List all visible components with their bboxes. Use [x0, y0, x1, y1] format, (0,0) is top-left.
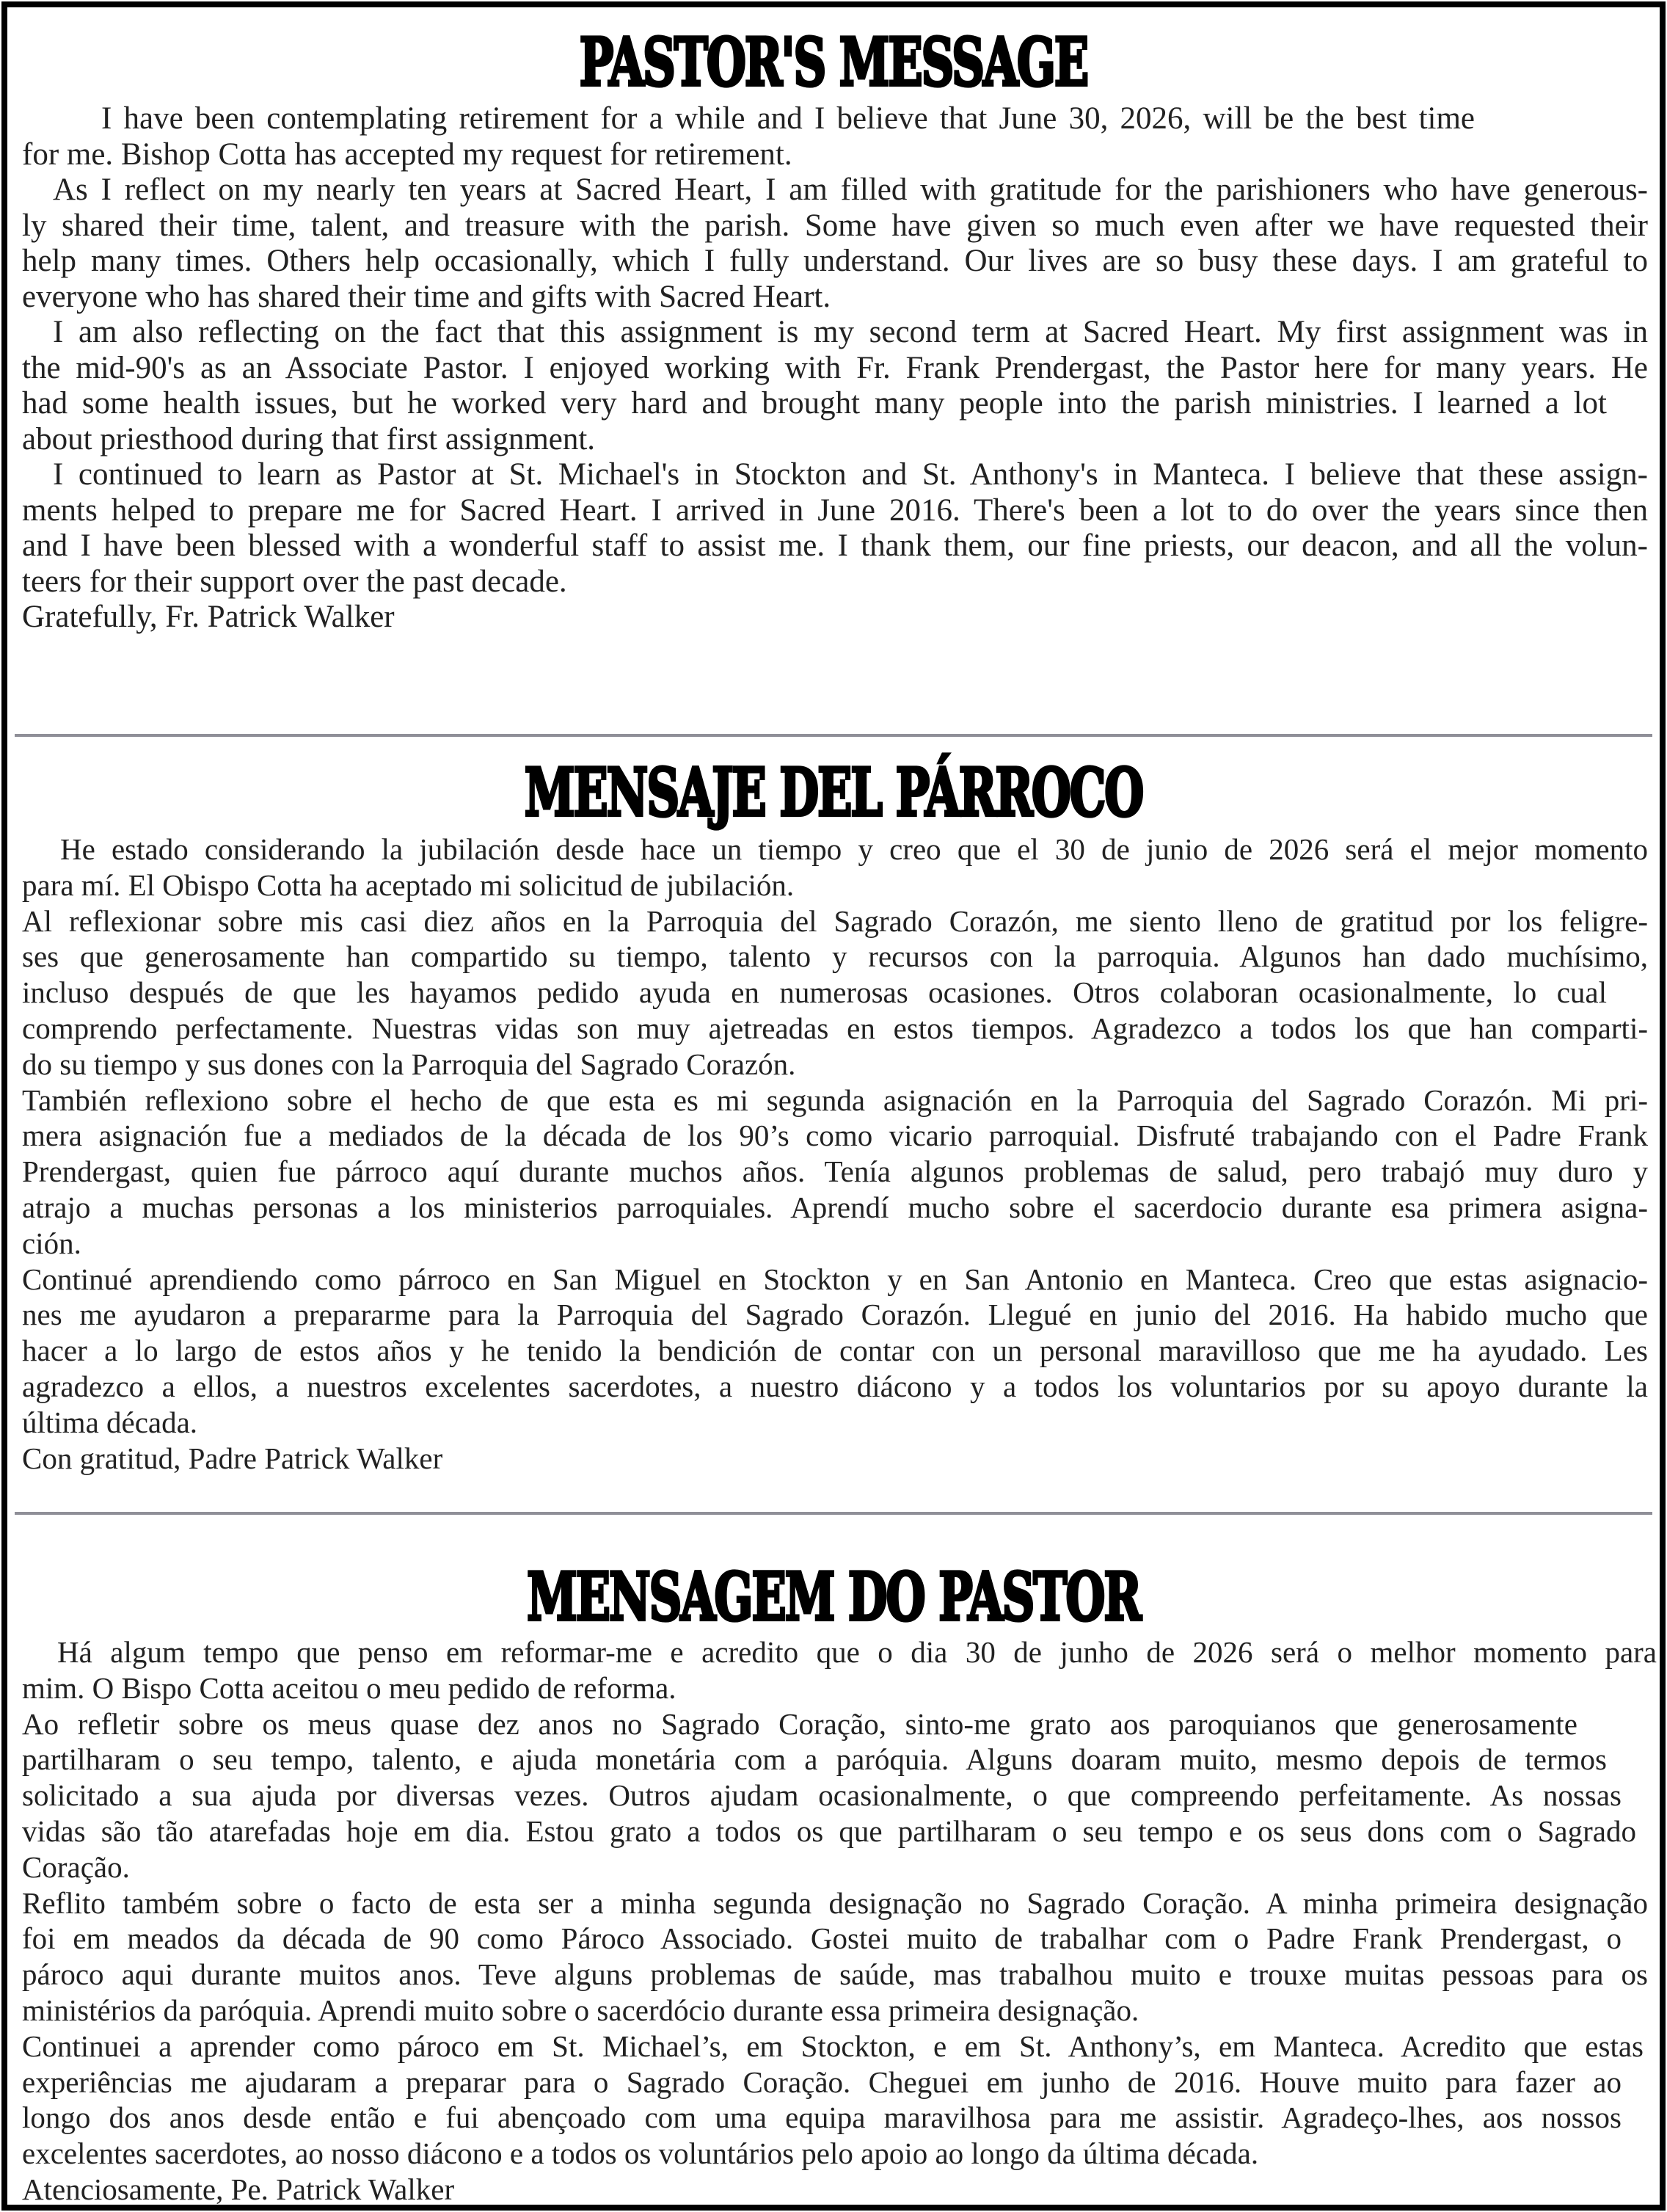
english-line: I am also reflecting on the fact that this assignment is my second term at Sacred Heart. My first assignment was in: [53, 315, 1648, 349]
portuguese-line: experiências me ajudaram a preparar para o Sagrado Coração. Cheguei em junho de 2016. Houve muito para fazer ao: [22, 2064, 1622, 2099]
english-line: for me. Bishop Cotta has accepted my request for retirement.: [22, 137, 792, 172]
english-signature: Gratefully, Fr. Patrick Walker: [22, 600, 395, 634]
spanish-body: [22, 832, 1648, 1476]
english-line: As I reflect on my nearly ten years at Sacred Heart, I am filled with gratitude for the parishioners who have generous-: [53, 172, 1648, 207]
spanish-line: atrajo a muchas personas a los ministerios parroquiales. Aprendí mucho sobre el sacerdocio durante esa primera asigna-: [22, 1190, 1648, 1224]
portuguese-line: Reflito também sobre o facto de esta ser a minha segunda designação no Sagrado Coração. A minha primeira designação: [22, 1885, 1648, 1920]
portuguese-line: mim. O Bispo Cotta aceitou o meu pedido de reforma.: [22, 1670, 676, 1705]
portuguese-line: excelentes sacerdotes, ao nosso diácono e a todos os voluntários pelo apoio ao longo da última década.: [22, 2136, 1259, 2171]
spanish-line: Continué aprendiendo como párroco en San Miguel en Stockton y en San Antonio en Manteca. Creo que estas asignacio-: [22, 1262, 1648, 1296]
portuguese-line: ministérios da paróquia. Aprendi muito sobre o sacerdócio durante essa primeira designação.: [22, 1993, 1139, 2027]
portuguese-line: Coração.: [22, 1849, 130, 1884]
english-body: [22, 101, 1648, 636]
portuguese-title: MENSAGEM DO PASTOR: [527, 1558, 1140, 1636]
english-line: ments helped to prepare me for Sacred Heart. I arrived in June 2016. There's been a lot to do over the years since then: [22, 492, 1648, 528]
english-line: about priesthood during that first assignment.: [22, 421, 596, 456]
spanish-line: mera asignación fue a mediados de la década de los 90’s como vicario parroquial. Disfruté trabajando con el Padre Frank: [22, 1118, 1648, 1153]
section-divider: [15, 1512, 1652, 1515]
portuguese-line: foi em meados da década de 90 como Pároco Associado. Gostei muito de trabalhar com o Padre Frank Prendergast, o: [22, 1921, 1622, 1956]
portuguese-body: [22, 1634, 1657, 2208]
portuguese-line: Ao refletir sobre os meus quase dez anos no Sagrado Coração, sinto-me grato aos paroquianos que generosamente: [22, 1706, 1577, 1741]
english-title: PASTOR'S MESSAGE: [579, 23, 1088, 101]
spanish-line: para mí. El Obispo Cotta ha aceptado mi solicitud de jubilación.: [22, 867, 795, 902]
portuguese-signature: Atenciosamente, Pe. Patrick Walker: [22, 2172, 455, 2206]
spanish-line: ción.: [22, 1226, 81, 1260]
english-line: I continued to learn as Pastor at St. Michael's in Stockton and St. Anthony's in Manteca. I believe that these assign-: [53, 457, 1648, 492]
spanish-line: agradezco a ellos, a nuestros excelentes sacerdotes, a nuestro diácono y a todos los voluntarios por su apoyo durante la: [22, 1369, 1648, 1403]
portuguese-line: Há algum tempo que penso em reformar-me e acredito que o dia 30 de junho de 2026 será o melhor momento para: [57, 1635, 1657, 1669]
english-line: had some health issues, but he worked very hard and brought many people into the parish ministries. I learned a lot: [22, 386, 1607, 421]
portuguese-line: longo dos anos desde então e fui abençoado com uma equipa maravilhosa para me assistir. Agradeço-lhes, aos nossos: [22, 2100, 1622, 2135]
spanish-line: Prendergast, quien fue párroco aquí durante muchos años. Tenía algunos problemas de salud, pero trabajó muy duro y: [22, 1154, 1648, 1189]
spanish-line: nes me ayudaron a prepararme para la Parroquia del Sagrado Corazón. Llegué en junio del 2016. Ha habido mucho que: [22, 1298, 1648, 1332]
spanish-line: comprendo perfectamente. Nuestras vidas son muy ajetreadas en estos tiempos. Agradezco a todos los que han comparti-: [22, 1011, 1648, 1045]
spanish-line: También reflexiono sobre el hecho de que esta es mi segunda asignación en la Parroquia del Sagrado Corazón. Mi pri-: [22, 1083, 1648, 1117]
english-line: I have been contemplating retirement for a while and I believe that June 30, 2026, will be the best time: [101, 101, 1475, 136]
spanish-line: He estado considerando la jubilación desde hace un tiempo y creo que el 30 de junio de 2026 será el mejor momento: [60, 832, 1648, 866]
spanish-line: hacer a lo largo de estos años y he tenido la bendición de contar con un personal maravilloso que me ha ayudado. Les: [22, 1334, 1648, 1368]
spanish-line: última década.: [22, 1405, 198, 1439]
section-divider: [15, 734, 1652, 737]
english-line: the mid-90's as an Associate Pastor. I enjoyed working with Fr. Frank Prendergast, the Pastor here for many years. He: [22, 350, 1648, 385]
bulletin-frame: [1, 1, 1666, 2211]
english-line: teers for their support over the past decade.: [22, 564, 567, 599]
portuguese-line: pároco aqui durante muitos anos. Teve alguns problemas de saúde, mas trabalhou muito e trouxe muitas pessoas para os: [22, 1957, 1648, 1992]
spanish-line: do su tiempo y sus dones con la Parroquia del Sagrado Corazón.: [22, 1047, 796, 1081]
portuguese-line: vidas são tão atarefadas hoje em dia. Estou grato a todos os que partilharam o seu tempo e os seus dons com o Sagrado: [22, 1813, 1636, 1848]
spanish-title: MENSAJE DEL PÁRROCO: [524, 754, 1143, 832]
spanish-signature: Con gratitud, Padre Patrick Walker: [22, 1441, 443, 1475]
english-line: ly shared their time, talent, and treasure with the parish. Some have given so much even after we have requested their: [22, 208, 1648, 243]
section-english: [7, 7, 1660, 734]
section-spanish: [7, 738, 1660, 1516]
spanish-line: ses que generosamente han compartido su tiempo, talento y recursos con la parroquia. Algunos han dado muchísimo,: [22, 939, 1648, 974]
spanish-line: Al reflexionar sobre mis casi diez años en la Parroquia del Sagrado Corazón, me siento lleno de gratitud por los feligre-: [22, 903, 1648, 938]
portuguese-line: partilharam o seu tempo, talento, e ajuda monetária com a paróquia. Alguns doaram muito, mesmo depois de termos: [22, 1742, 1607, 1777]
section-portuguese: [7, 1516, 1660, 2205]
spanish-line: incluso después de que les hayamos pedido ayuda en numerosas ocasiones. Otros colaboran ocasionalmente, lo cual: [22, 975, 1607, 1010]
portuguese-line: solicitado a sua ajuda por diversas vezes. Outros ajudam ocasionalmente, o que compreendo perfeitamente. As nossas: [22, 1778, 1622, 1813]
english-line: everyone who has shared their time and gifts with Sacred Heart.: [22, 279, 831, 314]
english-line: help many times. Others help occasionally, which I fully understand. Our lives are so busy these days. I am grateful to: [22, 244, 1648, 278]
portuguese-line: Continuei a aprender como pároco em St. Michael’s, em Stockton, e em St. Anthony’s, em Manteca. Acredito que estas: [22, 2029, 1644, 2063]
english-line: and I have been blessed with a wonderful staff to assist me. I thank them, our fine priests, our deacon, and all the volun-: [22, 528, 1648, 563]
